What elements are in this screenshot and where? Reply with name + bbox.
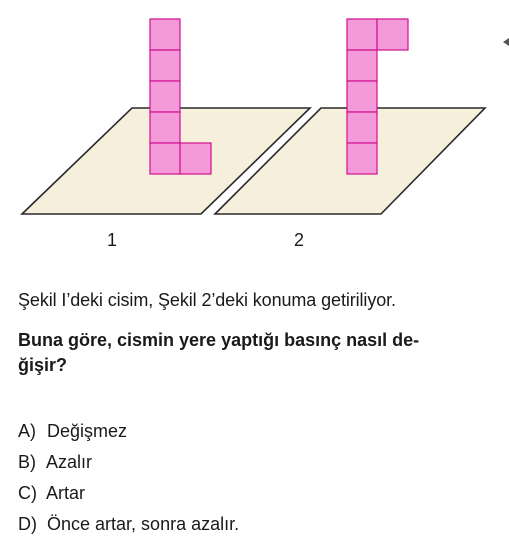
question-line: Buna göre, cismin yere yaptığı basınç nasıl de-: [18, 330, 420, 350]
option-text: Değişmez: [47, 421, 128, 441]
option-text: Önce artar, sonra azalır.: [47, 514, 240, 534]
cube: [150, 19, 180, 50]
figure-label-1: 1: [106, 230, 117, 250]
cube: [150, 50, 180, 81]
cube: [377, 19, 408, 50]
cube: [347, 19, 377, 50]
cube: [150, 112, 180, 143]
option-text: Artar: [46, 483, 86, 503]
question-line: ğişir?: [18, 355, 68, 375]
cube: [180, 143, 211, 174]
option-letter: B): [18, 452, 36, 472]
cube: [150, 143, 180, 174]
object-1: [150, 19, 211, 174]
option-text: Azalır: [46, 452, 93, 472]
cube: [347, 50, 377, 81]
problem-statement: Şekil I’deki cisim, Şekil 2’deki konuma getiriliyor.: [18, 290, 396, 310]
figure-label-2: 2: [293, 230, 304, 250]
option-c[interactable]: [18, 482, 239, 513]
option-d[interactable]: [18, 513, 239, 544]
cube: [347, 112, 377, 143]
option-letter: D): [18, 514, 37, 534]
option-letter: C): [18, 483, 37, 503]
cube: [347, 81, 377, 112]
question-text: [18, 328, 503, 378]
option-a[interactable]: [18, 420, 239, 451]
figure: [0, 0, 509, 230]
cube: [150, 81, 180, 112]
cube: [347, 143, 377, 174]
option-letter: A): [18, 421, 36, 441]
answer-options: [18, 420, 239, 544]
edge-mark: [503, 38, 509, 46]
option-b[interactable]: [18, 451, 239, 482]
